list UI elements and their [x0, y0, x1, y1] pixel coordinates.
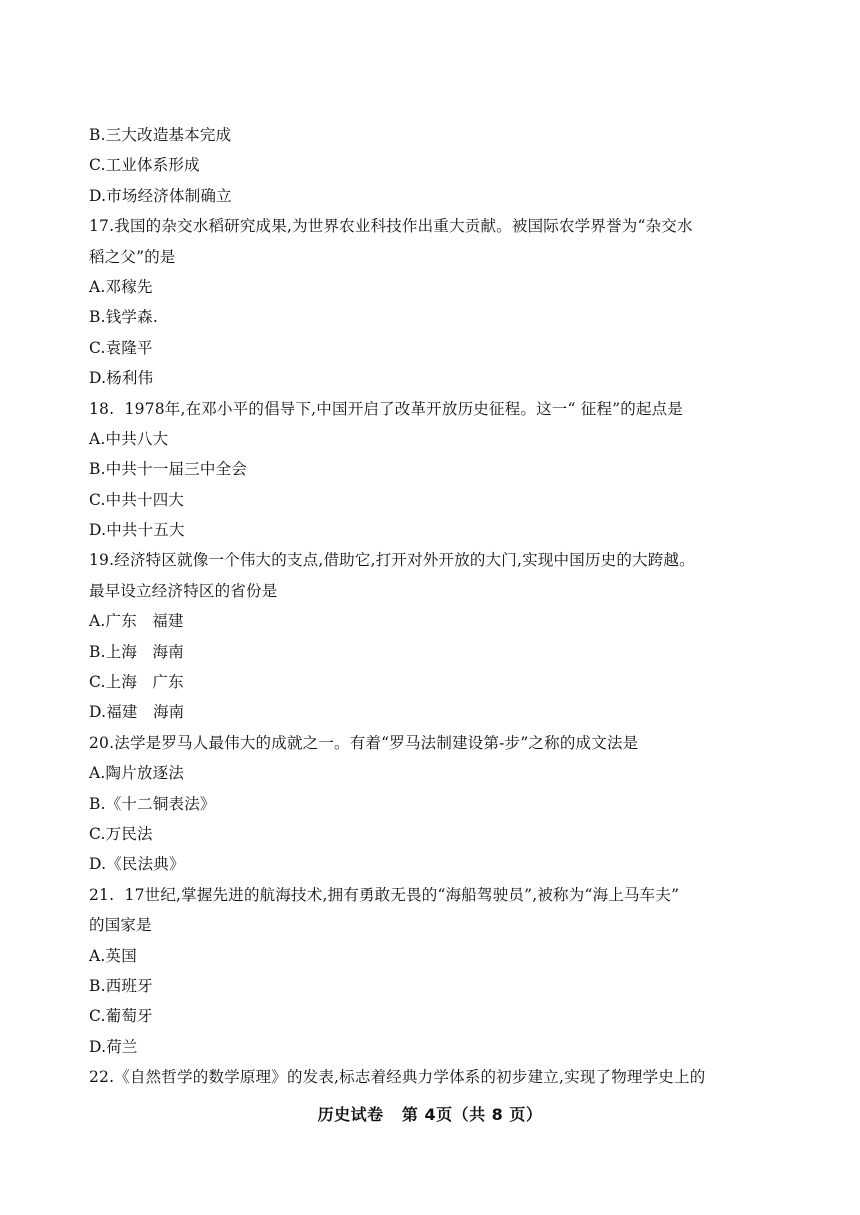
text-line: A.英国	[89, 946, 137, 965]
text-line: C.上海 广东	[89, 673, 184, 692]
text-line: 18. 1978年,在邓小平的倡导下,中国开启了改革开放历史征程。这一“ 征程”的起点是	[89, 399, 684, 418]
text-line: C.工业体系形成	[89, 156, 200, 175]
text-line: B.三大改造基本完成	[89, 126, 232, 144]
text-line: 19.经济特区就像一个伟大的支点,借助它,打开对外开放的大门,实现中国历史的大跨越。	[89, 551, 695, 570]
text-line: A.中共八大	[89, 429, 169, 448]
text-line: 的国家是	[89, 916, 152, 935]
page-footer	[0, 1102, 860, 1125]
text-line: D.中共十五大	[89, 521, 185, 540]
text-line: D.市场经济体制确立	[89, 186, 232, 205]
text-line: A.陶片放逐法	[89, 764, 185, 783]
text-line: B.上海 海南	[89, 642, 184, 661]
text-line: B.《十二铜表法》	[89, 794, 216, 813]
text-line: D.福建 海南	[89, 703, 185, 722]
text-line: 21. 17世纪,掌握先进的航海技术,拥有勇敢无畏的“海船驾驶员”,被称为“海上马车夫”	[89, 885, 680, 904]
text-line: D.杨利伟	[89, 369, 154, 388]
text-line: C.万民法	[89, 824, 153, 843]
footer-subject: 历史试卷	[317, 1105, 384, 1124]
text-line: B.钱学森.	[89, 308, 158, 327]
question-text	[89, 120, 779, 1093]
text-line: 22.《自然哲学的数学原理》的发表,标志着经典力学体系的初步建立,实现了物理学史上的	[89, 1068, 706, 1087]
text-line: C.中共十四大	[89, 490, 185, 509]
text-line: D.《民法典》	[89, 855, 185, 874]
text-line: A.邓稼先	[89, 277, 153, 296]
text-line: D.荷兰	[89, 1037, 138, 1056]
text-line: 17.我国的杂交水稻研究成果,为世界农业科技作出重大贡献。被国际农学界誉为“杂交水	[89, 217, 693, 236]
text-line: B.西班牙	[89, 976, 153, 995]
text-line: 最早设立经济特区的省份是	[89, 581, 278, 600]
text-line: C.葡萄牙	[89, 1007, 153, 1026]
text-line: B.中共十一届三中全会	[89, 460, 248, 479]
text-line: A.广东 福建	[89, 612, 184, 631]
footer-page-number: 第 4页（共 8 页）	[401, 1105, 543, 1124]
text-line: 20.法学是罗马人最伟大的成就之一。有着“罗马法制建设第-步”之称的成文法是	[89, 733, 639, 752]
text-line: 稻之父”的是	[89, 247, 176, 266]
text-line: C.袁隆平	[89, 338, 153, 357]
